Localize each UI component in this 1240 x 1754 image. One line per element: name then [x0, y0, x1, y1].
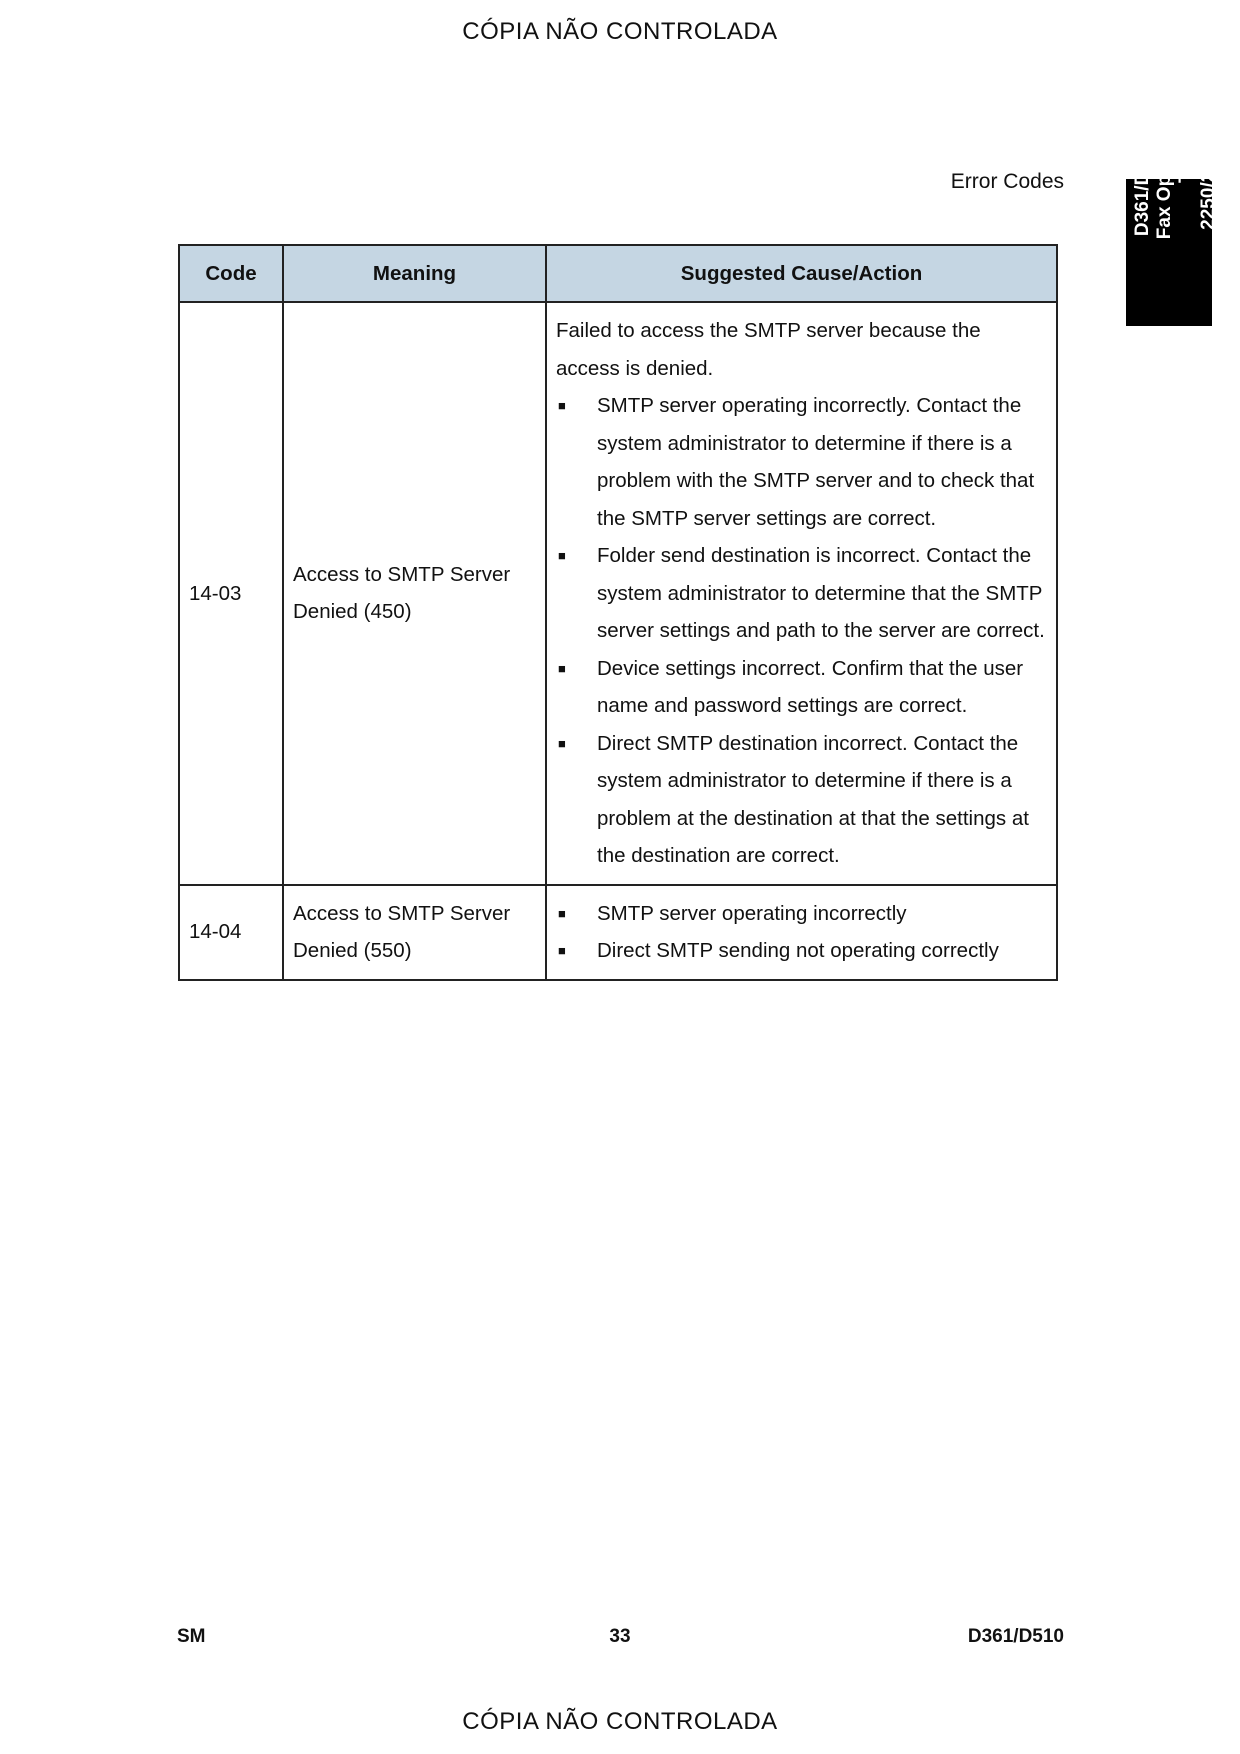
table-row — [179, 302, 1057, 885]
bullet-square-icon: ■ — [558, 905, 566, 921]
table-header-row — [179, 245, 1057, 302]
side-tab-line: Fax Option — [1154, 140, 1175, 240]
footer-manual-label: SM — [177, 1626, 206, 1647]
list-item-text: SMTP server operating incorrectly. Contact the system administrator to determine if there is a problem with the SMTP server and to check that the SMTP server settings are correct. — [597, 394, 1035, 530]
error-code-table — [178, 244, 1058, 981]
side-tab-label — [1132, 140, 1220, 320]
bullet-square-icon: ■ — [558, 660, 566, 676]
bullet-square-icon: ■ — [558, 398, 566, 413]
watermark-top: CÓPIA NÃO CONTROLADA — [462, 18, 778, 45]
meaning-cell: Access to SMTP Server Denied (550) — [283, 885, 546, 980]
list-item-text: Folder send destination is incorrect. Contact the system administrator to determine that the SMTP server settings and path to the server are correct. — [597, 544, 1045, 642]
list-item — [556, 387, 1048, 537]
table-row — [179, 885, 1057, 980]
bullet-square-icon: ■ — [558, 548, 566, 563]
list-item-text: Direct SMTP sending not operating correctly — [597, 939, 999, 962]
cause-list — [556, 895, 1048, 970]
error-code-cell: 14-03 — [179, 302, 283, 885]
list-item — [556, 932, 1048, 970]
bullet-square-icon: ■ — [558, 943, 566, 958]
list-item — [556, 895, 1048, 933]
column-header-cause: Suggested Cause/Action — [546, 245, 1057, 302]
column-header-meaning: Meaning — [283, 245, 546, 302]
watermark-bottom: CÓPIA NÃO CONTROLADA — [462, 1708, 778, 1735]
list-item — [556, 650, 1048, 725]
bullet-square-icon: ■ — [558, 735, 566, 751]
cause-cell — [546, 302, 1057, 885]
list-item — [556, 537, 1048, 650]
list-item-text: Direct SMTP destination incorrect. Contact the system administrator to determine if there is a problem at the destination at that the settings at the destination are correct. — [597, 731, 1029, 867]
list-item-text: Device settings incorrect. Confirm that the user name and password settings are correct. — [597, 656, 1024, 717]
page-number: 33 — [609, 1626, 631, 1647]
section-title: Error Codes — [950, 170, 1064, 193]
side-tab-line: Type — [1176, 140, 1197, 183]
meaning-cell: Access to SMTP Server Denied (450) — [283, 302, 546, 885]
cause-list — [556, 387, 1048, 875]
column-header-code: Code — [179, 245, 283, 302]
side-tab-line: 2250/2251 — [1198, 140, 1219, 230]
cause-cell — [546, 885, 1057, 980]
side-tab-line: D361/D510 — [1132, 140, 1153, 237]
footer-model-label: D361/D510 — [967, 1626, 1064, 1647]
cause-intro: Failed to access the SMTP server because the access is denied. — [556, 319, 981, 380]
error-code-cell: 14-04 — [179, 885, 283, 980]
list-item — [556, 725, 1048, 875]
list-item-text: SMTP server operating incorrectly — [597, 901, 907, 925]
side-tab — [1126, 140, 1219, 326]
